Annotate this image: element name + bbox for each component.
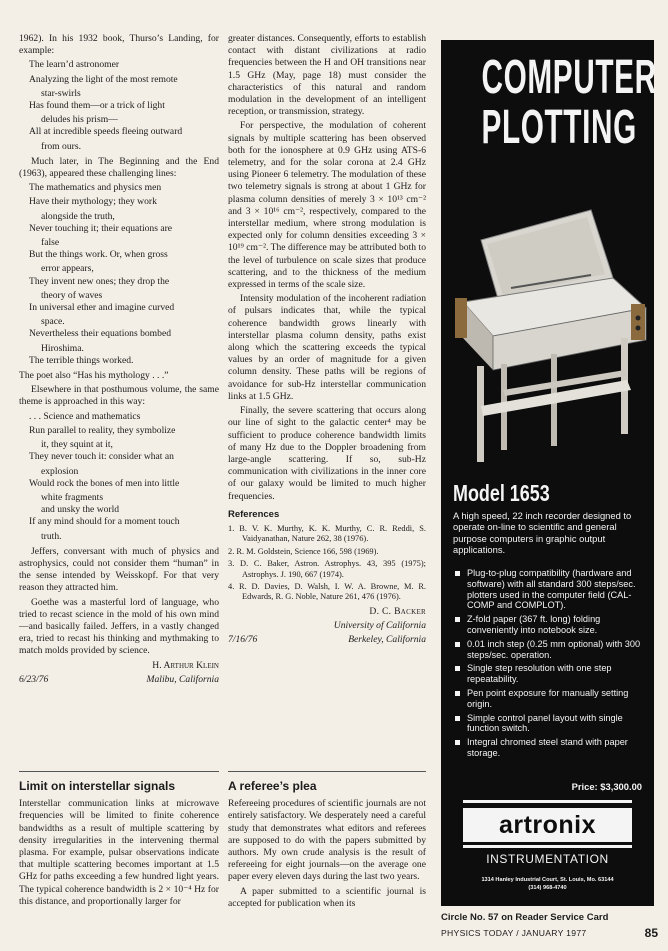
ad-feature-item: Simple control panel layout with single function switch. <box>453 713 649 735</box>
poem-line: In universal ether and imagine curved <box>29 302 175 314</box>
poem-line: The terrible things worked. <box>29 354 134 366</box>
ad-address <box>441 876 654 892</box>
page-number: 85 <box>644 926 658 940</box>
signature-name-backer: D. C. Backer <box>369 605 426 617</box>
paragraph-later: Much later, in The Beginning and the End (1963), appeared these challenging lines: <box>19 155 219 180</box>
poem-thursos-landing <box>29 59 219 152</box>
divider-middle <box>228 771 426 772</box>
reference-item: 4. R. D. Davies, D. Walsh, I. W. A. Browne, M. R. Edwards, R. G. Noble, Nature 261, 476 (1976). <box>228 581 426 602</box>
column-middle <box>228 33 426 646</box>
ad-feature-item: Single step resolution with one step repeatability. <box>453 663 649 685</box>
poem-line: . . . Science and mathematics <box>29 410 141 422</box>
poem-line: from ours. <box>41 140 81 152</box>
signature-place: Malibu, California <box>146 673 219 685</box>
logo-bar-bottom <box>463 845 632 848</box>
poem-line: Never touching it; their equations are <box>29 222 173 234</box>
poem-line: Hiroshima. <box>41 342 84 354</box>
poem-line: truth. <box>41 530 62 542</box>
poem-line: explosion <box>41 465 79 477</box>
journal-footer: PHYSICS TODAY / JANUARY 1977 <box>441 928 587 938</box>
paragraph-poet: The poet also “Has his mythology . . .” <box>19 370 169 382</box>
poem-beginning-and-end <box>29 182 219 367</box>
paragraph-jeffers: Jeffers, conversant with much of physics and astrophysics, could not consider them “human” in the sense intended by Weisskopf. For that very reason they attracted him. <box>19 545 219 594</box>
signature-place-line <box>228 634 426 646</box>
poem-line: Analyzing the light of the most remote <box>29 73 178 85</box>
poem-line: The mathematics and physics men <box>29 182 162 194</box>
paragraph-goethe: Goethe was a masterful lord of language, who tried to recast science in the mold of his own mind—and basically failed. Jeffers, in a vastly changed era, tried to recast his thinking and mythmaking to match molds provided by science. <box>19 596 219 657</box>
poem-line: white fragments <box>41 491 104 503</box>
signature-affiliation: University of California <box>333 619 426 631</box>
signature-place: Berkeley, California <box>348 634 426 646</box>
poem-line: Would rock the bones of men into little <box>29 477 180 489</box>
ad-model-name: Model 1653 <box>453 480 550 506</box>
reference-item: 3. D. C. Baker, Astron. Astrophys. 43, 395 (1975); Astrophys. J. 190, 667 (1974). <box>228 559 426 579</box>
paragraph-greater-distances: greater distances. Consequently, efforts to establish contact with distant civilizations at radio frequencies between the H and OH transitions near 1.5 GHz (May, page 18) must consider the characteristics of this natural and random modulation in the development of an intelligent reception, or transmission, strategy. <box>228 33 426 118</box>
advertisement-artronix <box>441 40 657 906</box>
poem-line: They invent new ones; they drop the <box>29 275 170 287</box>
paragraph-elsewhere: Elsewhere in that posthumous volume, the same theme is approached in this way: <box>19 384 219 408</box>
poem-line: The learn’d astronomer <box>29 59 120 71</box>
ad-feature-item: Pen point exposure for manually setting origin. <box>453 688 649 710</box>
letter-referee-plea <box>228 780 426 912</box>
signature-name: H. Arthur Klein <box>152 659 219 671</box>
poem-line: alongside the truth, <box>41 210 115 222</box>
ad-feature-list <box>453 568 649 762</box>
ad-feature-item: Integral chromed steel stand with paper storage. <box>453 737 649 759</box>
signature-date: 7/16/76 <box>228 634 258 646</box>
ad-feature-item: 0.01 inch step (0.25 mm optional) with 300 steps/sec. operation. <box>453 639 649 661</box>
logo-bar-top <box>463 800 632 803</box>
poem-line: deludes his prism— <box>41 114 118 126</box>
poem-line: theory of waves <box>41 289 103 301</box>
poem-line: Have their mythology; they work <box>29 196 157 208</box>
ad-feature-item: Z-fold paper (367 ft. long) folding conveniently into notebook size. <box>453 614 649 636</box>
reference-item: 2. R. M. Goldstein, Science 166, 598 (1969). <box>228 546 379 556</box>
poem-line: and unsky the world <box>41 504 120 516</box>
poem-line: it, they squint at it, <box>41 439 113 451</box>
ad-address-line: 1314 Hanley Industrial Court, St. Louis, Mo. 63144 <box>481 877 614 883</box>
ad-title-computer: COMPUTER <box>481 51 657 104</box>
heading-limit-interstellar: Limit on interstellar signals <box>19 779 176 793</box>
poem-line: false <box>41 237 60 249</box>
paragraph-limit: Interstellar communication links at microwave frequencies will be limited to finite coherence bandwidths as a result of multiple scattering by density irregularities in the intervening thermal plasma. For example, pulsar observations indicate that multiple scattering becomes important at 1.5 GHz for paths exceeding a few hundred light years. The typical coherence bandwidth is 2 × 10⁻⁴ Hz for this distance, and proportionally larger for <box>19 798 219 907</box>
references-heading: References <box>228 508 280 520</box>
ad-instrumentation: INSTRUMENTATION <box>486 852 609 866</box>
column-left <box>19 33 219 686</box>
signature-date: 6/23/76 <box>19 673 49 685</box>
poem-line: They never touch it: consider what an <box>29 451 174 463</box>
poem-line: Has found them—or a trick of light <box>29 100 165 112</box>
ad-phone: (314) 968-4740 <box>528 885 567 891</box>
reader-service-note: Circle No. 57 on Reader Service Card <box>441 912 609 923</box>
paragraph-referee-2: A paper submitted to a scientific journal is accepted for publication when its <box>228 885 426 909</box>
paragraph-intro: 1962). In his 1932 book, Thurso’s Landing, for example: <box>19 33 219 57</box>
signature-line <box>19 674 219 686</box>
ad-feature-item: Plug-to-plug compatibility (hardware and software) with all standard 300 steps/sec. plotters used in the computer field (CAL-COMP and COMPLOT). <box>453 568 649 611</box>
poem-line: error appears, <box>41 263 94 275</box>
poem-line: If any mind should for a moment touch <box>29 516 180 528</box>
heading-referee-plea: A referee’s plea <box>228 779 317 793</box>
ad-price: Price: $3,300.00 <box>571 781 642 792</box>
paragraph-finally: Finally, the severe scattering that occurs along our line of sight to the galactic center⁴ may be sufficient to produce coherence bandwidth limits of many Hz due to the Doppler broadening from large-angle scattering. If so, sub-Hz communication with civilizations in the inner core of our galaxy would be limited to much higher frequencies. <box>228 405 426 502</box>
poem-line: All at incredible speeds fleeing outward <box>29 126 183 138</box>
signature-line-backer <box>228 620 426 632</box>
plotter-image <box>441 170 654 470</box>
paragraph-intensity: Intensity modulation of the incoherent radiation of pulsars indicates that, while the typical coherence bandwidth grows linearly with interstellar plasma column density, paths exist along which the scattering exceeds the typical values by an order of magnitude for a given column density. These paths will be regions of avoidance for sub-Hz interstellar communication links at 1.5 GHz. <box>228 293 426 402</box>
letter-limit-interstellar <box>19 780 219 910</box>
ad-description: A high speed, 22 inch recorder designed to operate on-line to scientific and general purpose computers in graphic output applications. <box>453 510 632 556</box>
poem-line: But the things work. Or, when gross <box>29 249 168 261</box>
paragraph-perspective: For perspective, the modulation of coherent signals by multiple scattering has been observed both for the ionosphere at 0.9 GHz using ATS-6 telemetry, and for the solar corona at 2.4 GHz using Pioneer 6 telemetry. The modulation of these two telemetry signals is strong at about 1 GHz for plasma column densities of merely 3 × 10¹³ cm⁻² and 3 × 10¹⁶ cm⁻², respectively, compared to the interstellar medium, where strong modulation is expected only for column densities exceeding 3 × 10¹⁹ cm⁻². The difference may be attributed both to the level of turbulence on scale sizes that produce scattering, and to the thickness of the medium expressed in terms of the scale size. <box>228 120 426 291</box>
artronix-logo: artronix <box>463 808 632 842</box>
poem-line: Run parallel to reality, they symbolize <box>29 424 176 436</box>
poem-line: Nevertheless their equations bombed <box>29 328 171 340</box>
poem-line: space. <box>41 316 65 328</box>
poem-science-mathematics <box>29 411 219 543</box>
ad-title-plotting: PLOTTING <box>481 101 637 154</box>
reference-item: 1. B. V. K. Murthy, K. K. Murthy, C. R. Reddi, S. Vaidyanathan, Nature 262, 38 (1976). <box>228 523 426 544</box>
divider-left <box>19 771 219 772</box>
references-list <box>228 524 426 603</box>
poem-line: star-swirls <box>41 87 81 99</box>
paragraph-referee-1: Refereeing procedures of scientific journals are not entirely satisfactory. We desperately need a careful study that demonstrates what editors and referees are supposed to do with the papers submitted by authors. My own crude analysis is the result of refereeing for eight journals—on the average one paper every eleven days during the last two years. <box>228 798 426 883</box>
